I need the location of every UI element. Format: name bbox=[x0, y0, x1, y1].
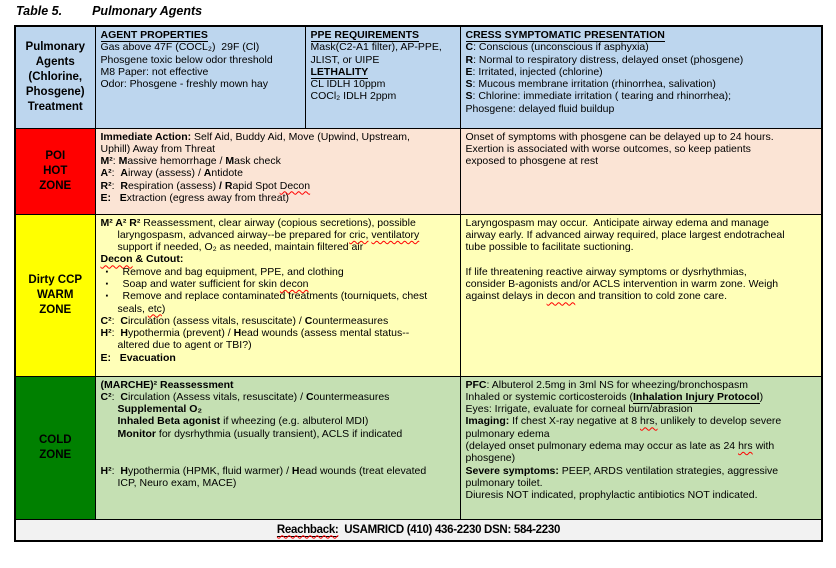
table-title: Pulmonary Agents bbox=[92, 4, 203, 18]
text-line: If life threatening reactive airway symptoms or dysrhythmias, bbox=[465, 265, 747, 278]
text-line: ICP, Neuro exam, MACE) bbox=[117, 476, 237, 489]
text-line: Monitor for dysrhythmia (usually transient), ACLS if indicated bbox=[117, 427, 403, 440]
text-line: M² A² R² Reassessment, clear airway (copious secretions), possible bbox=[100, 216, 416, 229]
text-line: Reachback: USAMRICD (410) 436-2230 DSN: 584-2230 bbox=[276, 523, 561, 536]
text-line: Inhaled or systemic corticosteroids (Inhalation Injury Protocol) bbox=[465, 390, 764, 403]
text-line: Phosgene: delayed fluid buildup bbox=[465, 102, 615, 115]
text-line: Eyes: Irrigate, evaluate for corneal burn/abrasion bbox=[465, 403, 693, 416]
text-line: R²: Respiration (assess) / Rapid Spot Decon bbox=[100, 179, 311, 192]
reachback-cell bbox=[15, 519, 822, 541]
treatment-title-cell bbox=[15, 26, 95, 128]
bullet-square-icon: ▪ bbox=[105, 291, 109, 301]
warm-notes-cell bbox=[460, 214, 822, 376]
text-line: Severe symptoms: PEEP, ARDS ventilation strategies, aggressive bbox=[465, 464, 779, 477]
text-line: exposed to phosgene at rest bbox=[465, 155, 599, 168]
text-line: Treatment bbox=[27, 100, 83, 113]
ppe-lethality-cell bbox=[305, 26, 460, 128]
text-line: Gas above 47F (COCL₂) 29F (Cl) bbox=[100, 41, 260, 54]
text-line: against delays in decon and transition to cold zone care. bbox=[465, 290, 728, 303]
text-line: HOT bbox=[43, 164, 68, 177]
text-line: ZONE bbox=[39, 179, 72, 192]
text-line: Agents bbox=[35, 55, 75, 68]
text-line: WARM bbox=[37, 288, 74, 301]
reachback-row bbox=[15, 519, 822, 541]
text-line: ZONE bbox=[39, 448, 72, 461]
text-line: M8 Paper: not effective bbox=[100, 65, 209, 78]
text-line: LETHALITY bbox=[310, 65, 369, 78]
text-line: H²: Hypothermia (HPMK, fluid warmer) / Head wounds (treat elevated bbox=[100, 464, 427, 477]
text-line: (delayed onset pulmonary edema may occur as late as 24 hrs with bbox=[465, 439, 775, 452]
text-line: ▪ Remove and bag equipment, PPE, and clothing bbox=[105, 265, 344, 278]
text-line: (Chlorine, bbox=[28, 70, 83, 83]
text-line: Dirty CCP bbox=[28, 273, 83, 286]
text-line: H²: Hypothermia (prevent) / Head wounds (assess mental status-- bbox=[100, 327, 410, 340]
text-line: airway early. If advanced airway required, place largest endotracheal bbox=[465, 228, 785, 241]
cold-zone-row bbox=[15, 376, 822, 519]
hot-zone-label bbox=[15, 128, 95, 214]
text-line: Mask(C2-A1 filter), AP-PPE, bbox=[310, 41, 442, 54]
header-row bbox=[15, 26, 822, 128]
text-line: altered due to agent or TBI?) bbox=[117, 339, 252, 352]
text-line: Phosgene toxic below odor threshold bbox=[100, 53, 273, 66]
text-line: PPE REQUIREMENTS bbox=[310, 29, 420, 41]
text-line: Exertion is associated with worse outcomes, so keep patients bbox=[465, 142, 751, 155]
text-line: CRESS SYMPTOMATIC PRESENTATION bbox=[465, 29, 665, 41]
cold-notes-cell bbox=[460, 376, 822, 519]
text-line: C²: Circulation (assess vitals, resuscitate) / Countermeasures bbox=[100, 314, 389, 327]
text-line: E: Extraction (egress away from threat) bbox=[100, 191, 290, 204]
text-line bbox=[466, 253, 817, 265]
text-line: S: Chlorine: immediate irritation ( tearing and rhinorrhea); bbox=[465, 90, 732, 103]
agent-properties-cell bbox=[95, 26, 305, 128]
text-line: Decon & Cutout: bbox=[100, 253, 184, 266]
text-line bbox=[101, 440, 455, 452]
text-line: support if needed, O₂ as needed, maintain filtered air bbox=[117, 241, 364, 254]
table-caption bbox=[16, 4, 202, 18]
text-line: M²: Massive hemorrhage / Mask check bbox=[100, 155, 281, 168]
hot-zone-row bbox=[15, 128, 822, 214]
text-line: pulmonary edema bbox=[465, 427, 550, 440]
text-line: pulmonary toilet. bbox=[465, 476, 543, 489]
pulmonary-agents-table bbox=[14, 25, 823, 542]
bullet-square-icon: ▪ bbox=[105, 266, 109, 276]
text-line: R: Normal to respiratory distress, delayed onset (phosgene) bbox=[465, 53, 744, 66]
text-line: PFC: Albuterol 2.5mg in 3ml NS for wheezing/bronchospasm bbox=[465, 378, 748, 391]
hot-notes-cell bbox=[460, 128, 822, 214]
text-line: tube possible to facilitate suctioning. bbox=[465, 241, 634, 254]
text-line: COCl₂ IDLH 2ppm bbox=[310, 90, 397, 103]
text-line: Onset of symptoms with phosgene can be delayed up to 24 hours. bbox=[465, 130, 774, 143]
text-line bbox=[101, 452, 455, 464]
text-line: COLD bbox=[38, 433, 72, 446]
text-line: E: Evacuation bbox=[100, 351, 176, 364]
text-line: C²: Circulation (Assess vitals, resuscitate) / Countermeasures bbox=[100, 390, 390, 403]
table-number: Table 5. bbox=[16, 4, 63, 18]
bullet-square-icon: ▪ bbox=[105, 278, 109, 288]
text-line: Diuresis NOT indicated, prophylactic antibiotics NOT indicated. bbox=[465, 489, 758, 502]
text-line: Inhaled Beta agonist if wheezing (e.g. albuterol MDI) bbox=[117, 415, 369, 428]
text-line: laryngospasm, advanced airway--be prepared for cric, ventilatory bbox=[117, 228, 420, 241]
text-line: C: Conscious (unconscious if asphyxia) bbox=[465, 41, 649, 54]
text-line: ZONE bbox=[39, 303, 72, 316]
text-line: consider B-agonists and/or ACLS intervention in warm zone. Weigh bbox=[465, 277, 779, 290]
text-line: Pulmonary bbox=[25, 40, 85, 53]
text-line: POI bbox=[45, 149, 66, 162]
text-line: Odor: Phosgene - freshly mown hay bbox=[100, 78, 268, 91]
text-line: ▪ Soap and water sufficient for skin decon bbox=[105, 277, 309, 290]
cold-zone-label bbox=[15, 376, 95, 519]
text-line: phosgene) bbox=[465, 452, 516, 465]
warm-zone-label bbox=[15, 214, 95, 376]
text-line: Laryngospasm may occur. Anticipate airway edema and manage bbox=[465, 216, 770, 229]
text-line: Imaging: If chest X-ray negative at 8 hrs, unlikely to develop severe bbox=[465, 415, 782, 428]
hot-treatment-cell bbox=[95, 128, 460, 214]
text-line: Supplemental O₂ bbox=[117, 403, 203, 416]
text-line: ▪ Remove and replace contaminated treatments (tourniquets, chest bbox=[105, 290, 428, 303]
text-line: A²: Airway (assess) / Antidote bbox=[100, 167, 243, 180]
text-line: S: Mucous membrane irritation (rhinorrhea, salivation) bbox=[465, 78, 716, 91]
text-line: E: Irritated, injected (chlorine) bbox=[465, 65, 603, 78]
text-line: (MARCHE)² Reassessment bbox=[100, 378, 234, 391]
text-line: AGENT PROPERTIES bbox=[100, 29, 208, 41]
cress-presentation-cell bbox=[460, 26, 822, 128]
warm-zone-row bbox=[15, 214, 822, 376]
text-line: Uphill) Away from Threat bbox=[100, 142, 216, 155]
cold-treatment-cell bbox=[95, 376, 460, 519]
text-line: seals, etc) bbox=[117, 302, 166, 315]
text-line: JLIST, or UIPE bbox=[310, 53, 380, 66]
warm-treatment-cell bbox=[95, 214, 460, 376]
text-line: Immediate Action: Self Aid, Buddy Aid, Move (Upwind, Upstream, bbox=[100, 130, 410, 143]
text-line: CL IDLH 10ppm bbox=[310, 78, 386, 91]
text-line: Phosgene) bbox=[25, 85, 85, 98]
